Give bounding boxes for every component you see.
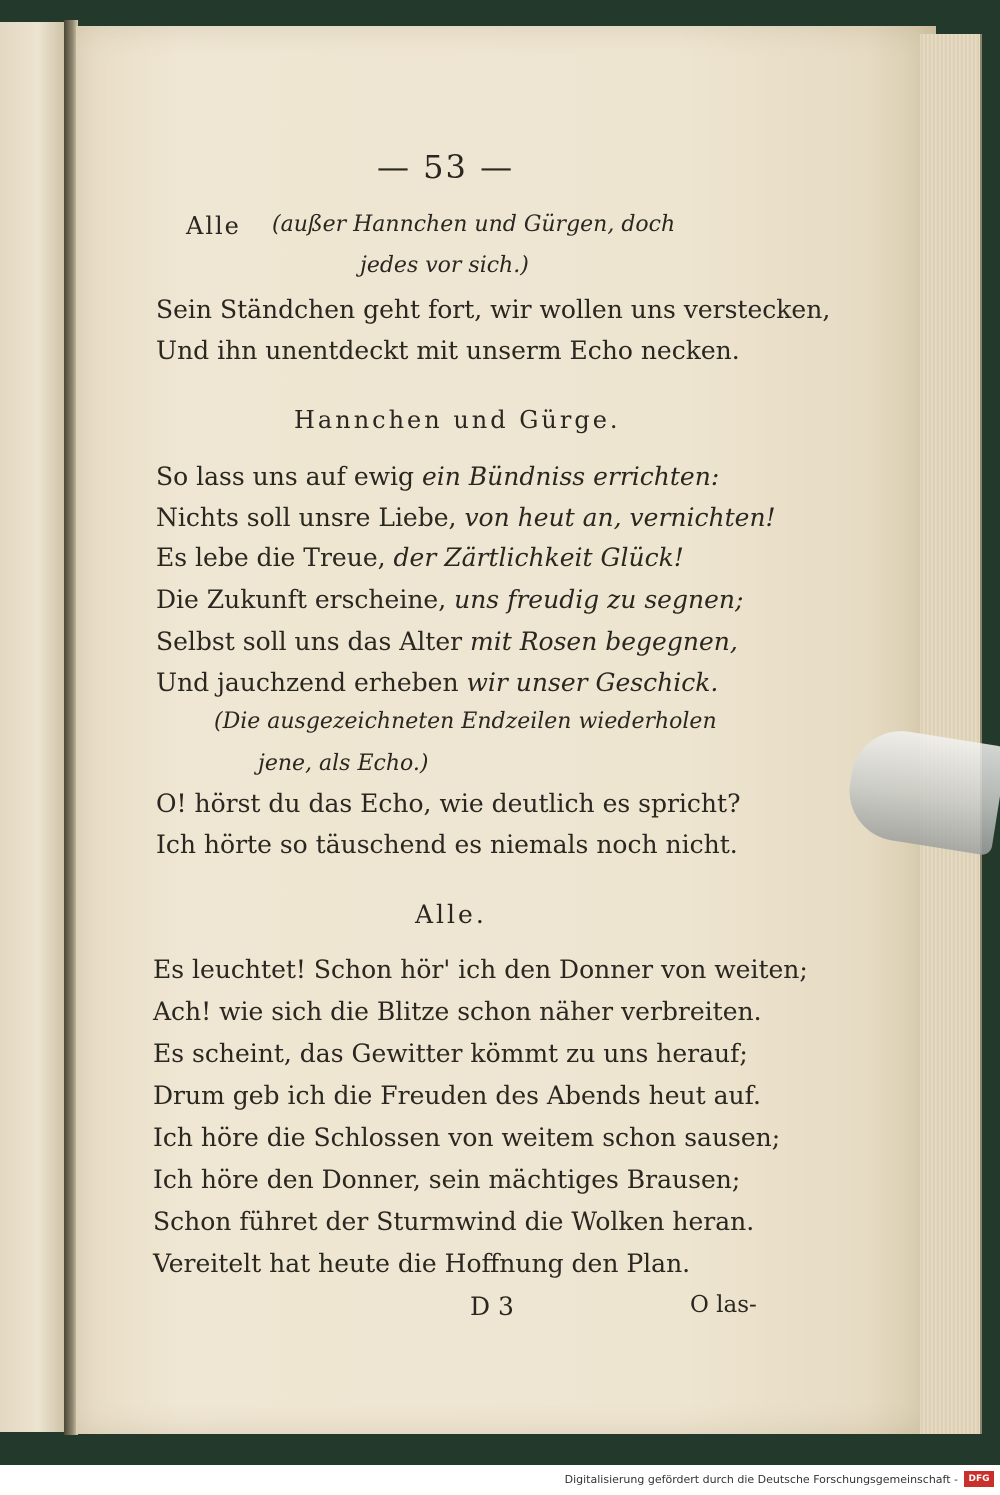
- left-page-edge: [0, 22, 66, 1432]
- verse-line: Ach! wie sich die Blitze schon näher verbreiten.: [153, 997, 762, 1026]
- verse-line: Es leuchtet! Schon hör' ich den Donner von weiten;: [153, 955, 808, 984]
- verse-line: Ich hörte so täuschend es niemals noch nicht.: [156, 830, 738, 859]
- verse-roman: Es lebe die Treue,: [156, 543, 394, 572]
- catchword: O las-: [690, 1292, 757, 1318]
- stage-direction: (außer Hannchen und Gürgen, doch: [272, 212, 676, 237]
- verse-italic: der Zärtlichkeit Glück!: [393, 543, 684, 572]
- page-number: — 53 —: [377, 148, 515, 186]
- verse-roman: So lass uns auf ewig: [156, 462, 422, 491]
- speaker-heading: Hannchen und Gürge.: [294, 406, 621, 434]
- footer-bar: [0, 1465, 1000, 1495]
- verse-roman: Und jauchzend erheben: [156, 668, 467, 697]
- verse-italic: ein Bündniss errichten:: [421, 462, 720, 491]
- verse-italic: uns freudig zu segnen;: [454, 585, 744, 614]
- verse-line: [156, 543, 684, 572]
- stage-direction: jene, als Echo.): [258, 751, 429, 776]
- stage-direction: jedes vor sich.): [360, 253, 529, 278]
- verse-line: Ich höre den Donner, sein mächtiges Brausen;: [153, 1165, 741, 1194]
- verse-italic: wir unser Geschick.: [466, 668, 719, 697]
- verse-line: Vereitelt hat heute die Hoffnung den Plan.: [153, 1249, 691, 1278]
- verse-line: [156, 503, 776, 532]
- verse-line: O! hörst du das Echo, wie deutlich es spricht?: [156, 789, 741, 818]
- verse-line: [156, 585, 743, 614]
- verse-line: Sein Ständchen geht fort, wir wollen uns verstecken,: [156, 295, 831, 324]
- verse-roman: Selbst soll uns das Alter: [156, 627, 471, 656]
- signature-mark: D 3: [470, 1292, 514, 1321]
- verse-italic: mit Rosen begegnen,: [470, 627, 738, 656]
- verse-line: Ich höre die Schlossen von weitem schon sausen;: [153, 1123, 781, 1152]
- dfg-logo: DFG: [964, 1471, 994, 1487]
- verse-line: [156, 627, 738, 656]
- verse-line: [156, 668, 718, 697]
- verse-line: Drum geb ich die Freuden des Abends heut auf.: [153, 1081, 761, 1110]
- verse-roman: Nichts soll unsre Liebe,: [156, 503, 465, 532]
- verse-italic: von heut an, vernichten!: [464, 503, 776, 532]
- footer-credit: Digitalisierung gefördert durch die Deutsche Forschungsgemeinschaft -: [564, 1473, 958, 1486]
- stage-direction: (Die ausgezeichneten Endzeilen wiederholen: [214, 709, 717, 734]
- verse-line: Schon führet der Sturmwind die Wolken heran.: [153, 1207, 755, 1236]
- verse-roman: Die Zukunft erscheine,: [156, 585, 455, 614]
- verse-line: [156, 462, 719, 491]
- verse-line: Und ihn unentdeckt mit unserm Echo necken.: [156, 336, 740, 365]
- verse-line: Es scheint, das Gewitter kömmt zu uns herauf;: [153, 1039, 748, 1068]
- speaker-alle: Alle: [186, 212, 241, 240]
- speaker-heading: Alle.: [415, 900, 487, 929]
